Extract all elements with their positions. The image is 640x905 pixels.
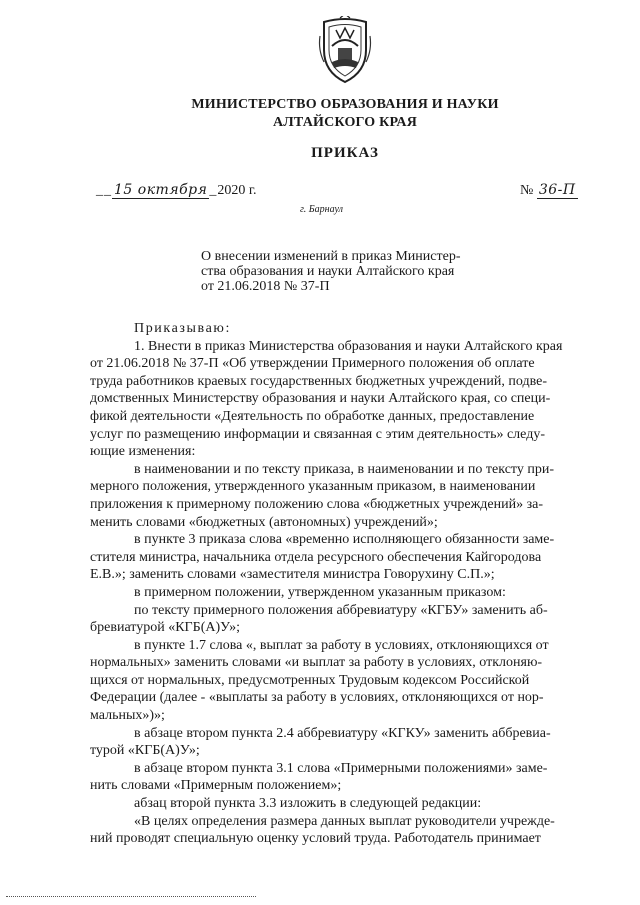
body-line: в абзаце втором пункта 2.4 аббревиатуру «КГКУ» заменить аббревиа-: [134, 725, 551, 741]
ministry-name-line2: АЛТАЙСКОГО КРАЯ: [272, 115, 418, 130]
handwritten-number: 36-П: [538, 182, 576, 198]
body-line: мальных»)»;: [90, 708, 165, 724]
body-line: по тексту примерного положения аббревиатуру «КГБУ» заменить аб-: [134, 602, 548, 618]
body-line: в примерном положении, утвержденном указанным приказом:: [134, 584, 506, 600]
body-line: ющие изменения:: [90, 444, 196, 460]
body-line: в пункте 3 приказа слова «временно исполняющего обязанности заме-: [134, 532, 555, 548]
body-line: труда работников краевых государственных бюджетных учреждений, подве-: [90, 373, 548, 389]
body-line: мерного положения, утвержденного указанным приказом, в наименовании: [90, 479, 536, 495]
body-line: в наименовании и по тексту приказа, в наименовании и по тексту при-: [134, 461, 554, 477]
body-line: от 21.06.2018 № 37-П «Об утверждении Примерного положения об оплате: [90, 356, 535, 372]
date-year: 2020 г.: [217, 183, 257, 198]
body-line: в пункте 1.7 слова «, выплат за работу в условиях, отклоняющихся от: [134, 637, 549, 653]
body-line: нормальных» заменить словами «и выплат за работу в условиях, отклоняю-: [90, 655, 543, 671]
body-line: Е.В.»; заменить словами «заместителя министра Говорухину С.П.»;: [90, 567, 495, 583]
body-line: услуг по размещению информации и связанная с этим деятельность» следу-: [90, 426, 545, 442]
body-line: в абзаце втором пункта 3.1 слова «Примерными положениями» заме-: [134, 760, 548, 776]
body-line: Федерации (далее - «выплаты за работу в условиях, отклоняющихся от нор-: [90, 690, 544, 706]
body-line: стителя министра, начальника отдела ресурсного обеспечения Кайгородова: [90, 549, 542, 565]
body-line: фикой деятельности «Деятельность по обработке данных, предоставление: [90, 408, 535, 424]
ministry-name-line1: МИНИСТЕРСТВО ОБРАЗОВАНИЯ И НАУКИ: [191, 97, 499, 112]
subject-line: ства образования и науки Алтайского края: [201, 264, 455, 279]
body-line: «В целях определения размера данных выплат руководители учрежде-: [134, 813, 555, 829]
document-type-title: ПРИКАЗ: [311, 145, 379, 161]
body-line: 1. Внести в приказ Министерства образования и науки Алтайского края: [134, 338, 563, 354]
body-line: турой «КГБ(А)У»;: [90, 743, 200, 759]
body-line: домственных Министерству образования и науки Алтайского края, со специ-: [90, 391, 551, 407]
altai-krai-coat-of-arms-icon: [316, 16, 374, 84]
number-prefix: №: [520, 183, 534, 198]
body-line: менить словами «бюджетных (автономных) учреждений»;: [90, 514, 438, 530]
body-line: Приказываю:: [134, 321, 231, 336]
body-line: приложения к примерному положению слова «бюджетных учреждений» за-: [90, 496, 543, 512]
body-line: бревиатурой «КГБ(А)У»;: [90, 620, 241, 636]
subject-line: от 21.06.2018 № 37-П: [201, 279, 330, 294]
order-date: __ 15 октября _2020 г.: [96, 182, 257, 198]
handwritten-date: 15 октября: [114, 182, 208, 198]
body-line: нить словами «Примерным положением»;: [90, 778, 342, 794]
order-body: [90, 320, 600, 848]
body-line: щихся от нормальных, предусмотренных Трудовым кодексом Российской: [90, 672, 530, 688]
order-number: [520, 182, 578, 199]
subject-line: О внесении изменений в приказ Министер-: [201, 249, 461, 264]
footer-divider: [6, 896, 256, 897]
body-line: абзац второй пункта 3.3 изложить в следующей редакции:: [134, 796, 482, 812]
order-subject: [201, 249, 491, 294]
city-name: г. Барнаул: [300, 204, 344, 215]
body-line: ний проводят специальную оценку условий труда. Работодатель принимает: [90, 831, 541, 847]
